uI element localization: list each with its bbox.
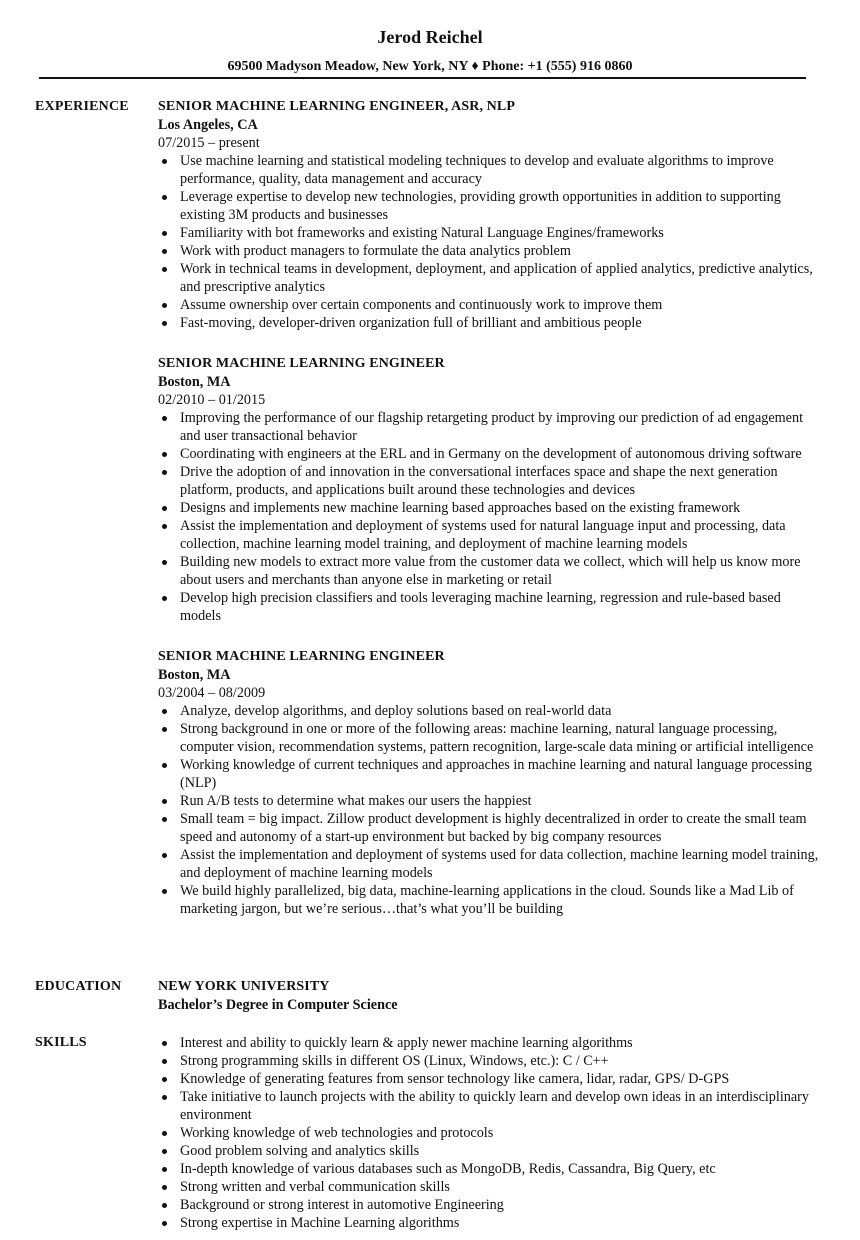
skill-item: Good problem solving and analytics skills <box>158 1142 825 1160</box>
bullet-item: Small team = big impact. Zillow product development is highly decentralized in order to create the small team speed and autonomy of a start-up environment but backed by big company resources <box>158 810 825 846</box>
job-entry-2 <box>158 355 825 625</box>
job-dates: 02/2010 – 01/2015 <box>158 392 266 408</box>
school-name: NEW YORK UNIVERSITY <box>158 979 330 994</box>
bullet-item: Coordinating with engineers at the ERL and in Germany on the development of autonomous driving software <box>158 445 825 463</box>
experience-section <box>35 98 825 941</box>
job-title: SENIOR MACHINE LEARNING ENGINEER <box>158 649 445 664</box>
bullet-item: Working knowledge of current techniques and approaches in machine learning and natural language processing (NLP) <box>158 756 825 792</box>
section-label-skills: SKILLS <box>35 1035 87 1050</box>
job-bullets <box>158 409 825 625</box>
skills-list <box>158 1034 825 1232</box>
skills-list-wrap <box>158 1034 825 1232</box>
bullet-item: Assume ownership over certain components and continuously work to improve them <box>158 296 825 314</box>
header-divider <box>39 77 806 79</box>
bullet-item: Drive the adoption of and innovation in the conversational interfaces space and shape the next generation platform, products, and applications built around these technologies and devices <box>158 463 825 499</box>
experience-list <box>158 98 825 941</box>
bullet-item: Assist the implementation and deployment of systems used for natural language input and processing, data collection, machine learning model training, and deployment of machine learning models <box>158 517 825 553</box>
bullet-item: Strong background in one or more of the following areas: machine learning, natural language processing, computer vision, recommendation systems, pattern recognition, large-scale data mining or artificial intelligence <box>158 720 825 756</box>
job-entry-1 <box>158 98 825 332</box>
bullet-item: Designs and implements new machine learning based approaches based on the existing framework <box>158 499 825 517</box>
skill-item: Background or strong interest in automotive Engineering <box>158 1196 825 1214</box>
skill-item: In-depth knowledge of various databases such as MongoDB, Redis, Cassandra, Big Query, etc <box>158 1160 825 1178</box>
contact-line: 69500 Madyson Meadow, New York, NY ♦ Phone: +1 (555) 916 0860 <box>227 59 633 74</box>
bullet-item: Assist the implementation and deployment of systems used for data collection, machine learning model training, and deployment of machine learning models <box>158 846 825 882</box>
degree-name: Bachelor’s Degree in Computer Science <box>158 997 398 1013</box>
skill-item: Strong written and verbal communication skills <box>158 1178 825 1196</box>
bullet-item: Fast-moving, developer-driven organization full of brilliant and ambitious people <box>158 314 825 332</box>
bullet-item: Improving the performance of our flagship retargeting product by improving our prediction of ad engagement and user transactional behavior <box>158 409 825 445</box>
job-bullets <box>158 152 825 332</box>
skills-section <box>35 1034 825 1232</box>
bullet-item: Familiarity with bot frameworks and existing Natural Language Engines/frameworks <box>158 224 825 242</box>
bullet-item: Analyze, develop algorithms, and deploy solutions based on real-world data <box>158 702 825 720</box>
bullet-item: Run A/B tests to determine what makes our users the happiest <box>158 792 825 810</box>
job-location: Boston, MA <box>158 374 231 390</box>
resume-header <box>0 0 860 76</box>
skill-item: Take initiative to launch projects with the ability to quickly learn and develop own ideas in an interdisciplinary environment <box>158 1088 825 1124</box>
job-dates: 03/2004 – 08/2009 <box>158 685 266 701</box>
bullet-item: Leverage expertise to develop new technologies, providing growth opportunities in addition to supporting existing 3M products and businesses <box>158 188 825 224</box>
education-entry <box>158 978 825 1014</box>
bullet-item: Use machine learning and statistical modeling techniques to develop and evaluate algorithms to improve performance, quality, data management and accuracy <box>158 152 825 188</box>
job-entry-3 <box>158 648 825 918</box>
education-section <box>35 978 825 1014</box>
section-label-experience: EXPERIENCE <box>35 99 129 114</box>
bullet-item: We build highly parallelized, big data, machine-learning applications in the cloud. Sounds like a Mad Lib of marketing jargon, but we’re serious…that’s what you’ll be building <box>158 882 825 918</box>
bullet-item: Building new models to extract more value from the customer data we collect, which will help us know more about users and merchants than anyone else in marketing or retail <box>158 553 825 589</box>
skill-item: Working knowledge of web technologies and protocols <box>158 1124 825 1142</box>
skill-item: Strong programming skills in different OS (Linux, Windows, etc.): C / C++ <box>158 1052 825 1070</box>
job-bullets <box>158 702 825 918</box>
bullet-item: Develop high precision classifiers and tools leveraging machine learning, regression and rule-based based models <box>158 589 825 625</box>
skill-item: Strong expertise in Machine Learning algorithms <box>158 1214 825 1232</box>
section-label-education: EDUCATION <box>35 979 122 994</box>
job-location: Boston, MA <box>158 667 231 683</box>
job-location: Los Angeles, CA <box>158 117 258 133</box>
bullet-item: Work with product managers to formulate the data analytics problem <box>158 242 825 260</box>
job-dates: 07/2015 – present <box>158 135 260 151</box>
job-title: SENIOR MACHINE LEARNING ENGINEER <box>158 356 445 371</box>
skill-item: Knowledge of generating features from sensor technology like camera, lidar, radar, GPS/ D-GPS <box>158 1070 825 1088</box>
job-title: SENIOR MACHINE LEARNING ENGINEER, ASR, NLP <box>158 99 515 114</box>
bullet-item: Work in technical teams in development, deployment, and application of applied analytics, predictive analytics, and prescriptive analytics <box>158 260 825 296</box>
skill-item: Interest and ability to quickly learn & apply newer machine learning algorithms <box>158 1034 825 1052</box>
candidate-name: Jerod Reichel <box>377 27 483 47</box>
